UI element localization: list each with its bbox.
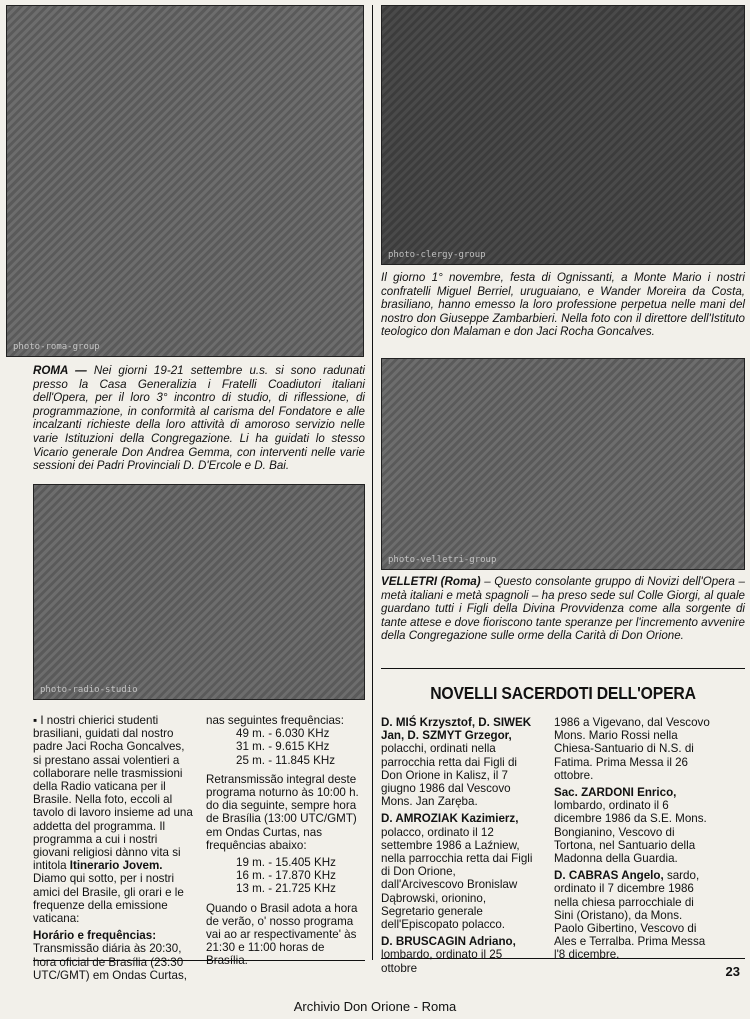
ordination-entry: D. BRUSCAGIN Adriano, lombardo, ordinato il 25 ottobre bbox=[381, 935, 516, 975]
photo-radio-studio bbox=[33, 484, 365, 700]
caption-monte-mario bbox=[381, 271, 745, 339]
freq-line: 49 m. - 6.030 KHz bbox=[236, 727, 330, 741]
radio-paragraph: ▪ I nostri chierici studenti brasiliani, guidati dal nostro padre Jaci Rocha Goncalves, si prestano assai volentieri a collaborare nelle trasmissioni della Radio vaticana per il Brasile. Nella foto, eccoli al tavolo di lavoro insieme ad una addetta del programma. Il programma a cui i nostri giovani religiosi dànno vita si intitola Itinerario Jovem. Diamo qui sotto, per i nostri amici del Brasile, gli orari e le frequenze della emissione vaticana: bbox=[33, 714, 193, 926]
novelli-col-2 bbox=[554, 716, 714, 966]
caption-text: – Questo consolante gruppo di Novizi dell'Opera – metà italiani e metà spagnoli – ha preso sede sul Colle Giorgi, al quale guardano tutti i Figli della Divina Provvidenza come alla sorgente di tante attese e dove fioriscono tante speranze per l'incremento avvenire della Congregazione sulle orme della Carità di Don Orione. bbox=[381, 575, 746, 643]
summer-paragraph: Quando o Brasil adota a hora de verão, o' nosso programa vai ao ar respectivamente' às 21:30 e 11:00 horas de Brasília. bbox=[206, 901, 358, 968]
caption-prefix: ROMA — bbox=[33, 364, 87, 377]
freq-intro: nas seguintes frequências: bbox=[206, 714, 344, 727]
horario-paragraph: Horário e frequências: Transmissão diária às 20:30, hora oficial de Brasília (23:30 UTC/GMT) em Ondas Curtas, bbox=[33, 929, 187, 982]
freq-line: 25 m. - 11.845 KHz bbox=[236, 753, 336, 767]
page-number: 23 bbox=[725, 964, 740, 979]
caption-text: Il giorno 1° novembre, festa di Ognissanti, a Monte Mario i nostri confratelli Miguel Berriel, uruguaiano, e Wander Moreira da Costa, brasiliano, hanno emesso la loro professione perpetua nelle mani del nostro don Giuseppe Zambarbieri. Nella foto con il direttore dell'Istituto teologico don Malaman e don Jaci Rocha Goncalves. bbox=[381, 271, 745, 339]
freq-line: 19 m. - 15.405 KHz bbox=[236, 856, 336, 870]
ordination-entry: D. AMROZIAK Kazimierz, polacco, ordinato il 12 settembre 1986 a Laźniew, nella parrocchia retta dai Figli di Don Orione, dall'Arcivescovo Bronislaw Dąbrowski, orionino, Segretario generale dell'Episcopato polacco. bbox=[381, 812, 533, 932]
photo-roma-group bbox=[6, 5, 364, 357]
caption-prefix: VELLETRI (Roma) bbox=[381, 575, 481, 588]
photo-label: photo-radio-studio bbox=[40, 685, 138, 695]
caption-roma bbox=[33, 364, 365, 473]
photo-clergy-group bbox=[381, 5, 745, 265]
archive-footer: Archivio Don Orione - Roma bbox=[293, 999, 457, 1014]
caption-text: Nei giorni 19-21 settembre u.s. si sono radunati presso la Casa Generalizia i Fratelli Coadiutori italiani dell'Opera, per il loro 3° incontro di studio, di riflessione, di programmazione, in conformità al carisma del Fondatore e alle incalzanti richieste della loro attività di amoroso servizio nelle varie Istituzioni della Congregazione. Li ha guidati lo stesso Vicario generale Don Andrea Gemma, con interventi nelle varie sessioni dei Padri Provinciali D. D'Ercole e D. Bai. bbox=[33, 364, 365, 473]
section-title: NOVELLI SACERDOTI DELL'OPERA bbox=[430, 683, 696, 703]
freq-line: 16 m. - 17.870 KHz bbox=[236, 869, 336, 883]
photo-label: photo-velletri-group bbox=[388, 555, 497, 565]
radio-article-col-1 bbox=[33, 714, 193, 986]
photo-label: photo-clergy-group bbox=[388, 250, 486, 260]
ordination-entry: Sac. ZARDONI Enrico, lombardo, ordinato il 6 dicembre 1986 da S.E. Mons. Bongianino, Vescovo di Tortona, nel Santuario della Madonna della Guardia. bbox=[554, 786, 707, 866]
novelli-col-1 bbox=[381, 716, 541, 979]
retrans-paragraph: Retransmissão integral deste programa noturno às 10:00 h. do dia seguinte, sempre hora de Brasília (13:00 UTC/GMT) em Ondas Curtas, nas frequências abaixo: bbox=[206, 772, 359, 852]
ordination-entry: D. MIŚ Krzysztof, D. SIWEK Jan, D. SZMYT Grzegor, polacchi, ordinati nella parrocchia retta dai Figli di Don Orione in Kalisz, il 7 giugno 1986 dal Vescovo Mons. Jan Zaręba. bbox=[381, 716, 532, 809]
horario-label: Horário e frequências: bbox=[33, 929, 157, 943]
program-name: Itinerario Jovem. bbox=[69, 859, 163, 873]
freq-line: 13 m. - 21.725 KHz bbox=[236, 882, 336, 896]
ordination-entry: 1986 a Vigevano, dal Vescovo Mons. Mario Rossi nella Chiesa-Santuario di N.S. di Fatima. Prima Messa il 26 ottobre. bbox=[554, 716, 710, 782]
photo-velletri-group bbox=[381, 358, 745, 570]
vertical-divider bbox=[372, 5, 373, 960]
ordination-entry: D. CABRAS Angelo, sardo, ordinato il 7 dicembre 1986 nella chiesa parrocchiale di Sini (Oristano), da Mons. Paolo Gibertino, Vescovo di Ales e Terralba. Prima Messa l'8 dicembre. bbox=[554, 869, 706, 962]
title-rule bbox=[381, 668, 745, 669]
photo-label: photo-roma-group bbox=[13, 342, 100, 352]
freq-line: 31 m. - 9.615 KHz bbox=[236, 740, 330, 754]
caption-velletri bbox=[381, 575, 745, 643]
radio-article-col-2 bbox=[206, 714, 366, 972]
